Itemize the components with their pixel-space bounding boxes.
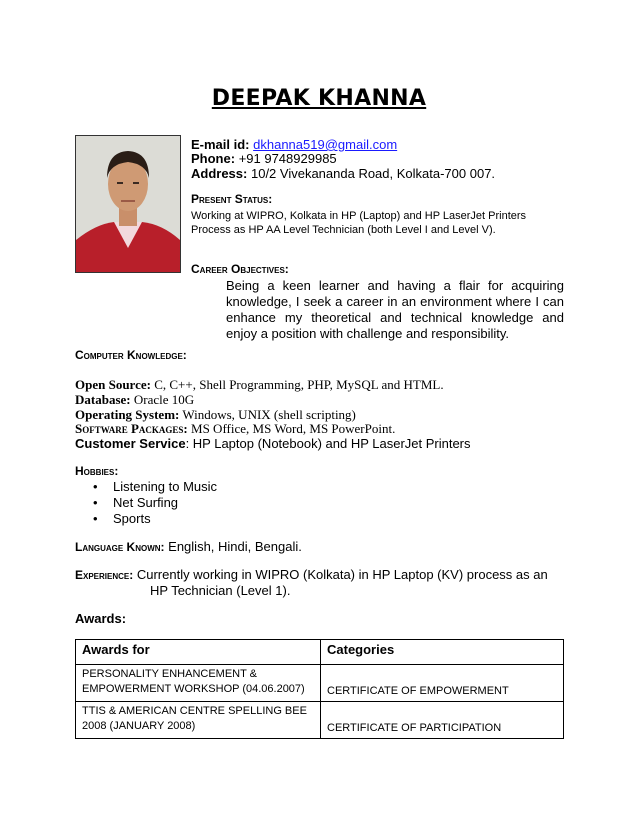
customer-service-value: : HP Laptop (Notebook) and HP LaserJet Printers [185, 436, 471, 451]
customer-service-label: Customer Service [75, 436, 186, 451]
phone-line [191, 151, 337, 167]
category-cell: CERTIFICATE OF PARTICIPATION [321, 702, 564, 739]
awards-heading: Awards: [75, 611, 127, 626]
table-row [76, 702, 564, 739]
award-cell [76, 702, 321, 739]
bullet-icon: • [93, 479, 98, 494]
language-line [75, 539, 302, 554]
category-cell: CERTIFICATE OF EMPOWERMENT [321, 665, 564, 702]
award-cell [76, 665, 321, 702]
email-link[interactable]: dkhanna519@gmail.com [253, 137, 398, 152]
profile-photo [75, 135, 181, 273]
database-line [75, 392, 194, 408]
present-status-line-1: Working at WIPRO, Kolkata in HP (Laptop) and HP LaserJet Printers [191, 210, 527, 222]
software-label: Software Packages: [75, 421, 188, 436]
address-line [191, 166, 495, 182]
address-label: Address: [191, 166, 248, 181]
table-row [76, 665, 564, 702]
language-heading: Language Known: [75, 540, 165, 554]
bullet-icon: • [93, 511, 98, 526]
experience-line [75, 567, 548, 582]
career-objectives-heading: Career Objectives: [191, 262, 289, 276]
address-value: 10/2 Vivekananda Road, Kolkata-700 007. [250, 166, 496, 181]
column-header-awards: Awards for [76, 640, 321, 665]
table-header-row [76, 640, 564, 665]
os-label: Operating System: [75, 407, 180, 422]
award-line-1: PERSONALITY ENHANCEMENT & [82, 668, 258, 680]
award-line-1: TTIS & AMERICAN CENTRE SPELLING BEE [82, 705, 307, 717]
experience-value-2: HP Technician (Level 1). [150, 583, 291, 598]
experience-value-1: Currently working in WIPRO (Kolkata) in HP Laptop (KV) process as an [133, 567, 548, 582]
hobby-label: Sports [113, 511, 151, 526]
email-label: E-mail id: [191, 137, 250, 152]
awards-table [75, 639, 564, 739]
present-status-line-2: Process as HP AA Level Technician (both Level I and Level V). [191, 224, 496, 236]
os-value: Windows, UNIX (shell scripting) [179, 407, 356, 422]
language-value: English, Hindi, Bengali. [164, 539, 302, 554]
open-source-value: C, C++, Shell Programming, PHP, MySQL and HTML. [150, 377, 444, 392]
phone-value: +91 9748929985 [238, 151, 337, 166]
list-item [93, 511, 217, 527]
software-line [75, 421, 395, 437]
open-source-line [75, 377, 444, 393]
database-label: Database: [75, 392, 131, 407]
list-item [93, 495, 217, 511]
hobby-label: Listening to Music [113, 479, 218, 494]
award-line-2: 2008 (JANUARY 2008) [82, 720, 196, 732]
bullet-icon: • [93, 495, 98, 510]
database-value: Oracle 10G [130, 392, 195, 407]
resume-name: DEEPAK KHANNA [211, 86, 427, 111]
award-line-2: EMPOWERMENT WORKSHOP (04.06.2007) [82, 683, 305, 695]
column-header-categories: Categories [321, 640, 564, 665]
present-status-heading: Present Status: [191, 192, 273, 206]
hobbies-heading: Hobbies: [75, 464, 119, 478]
hobby-label: Net Surfing [113, 495, 179, 510]
customer-service-line [75, 436, 471, 451]
computer-knowledge-heading: Computer Knowledge: [75, 348, 187, 362]
software-value: MS Office, MS Word, MS PowerPoint. [187, 421, 396, 436]
career-objectives-text: Being a keen learner and having a flair for acquiring knowledge, I seek a career in an environment where I can enhance my theoretical and technical knowledge and enjoy a position with challenge and responsibility. [226, 278, 564, 341]
open-source-label: Open Source: [75, 377, 151, 392]
list-item [93, 479, 217, 495]
phone-label: Phone: [191, 151, 236, 166]
experience-heading: Experience: [75, 568, 134, 582]
hobbies-list [93, 479, 217, 527]
